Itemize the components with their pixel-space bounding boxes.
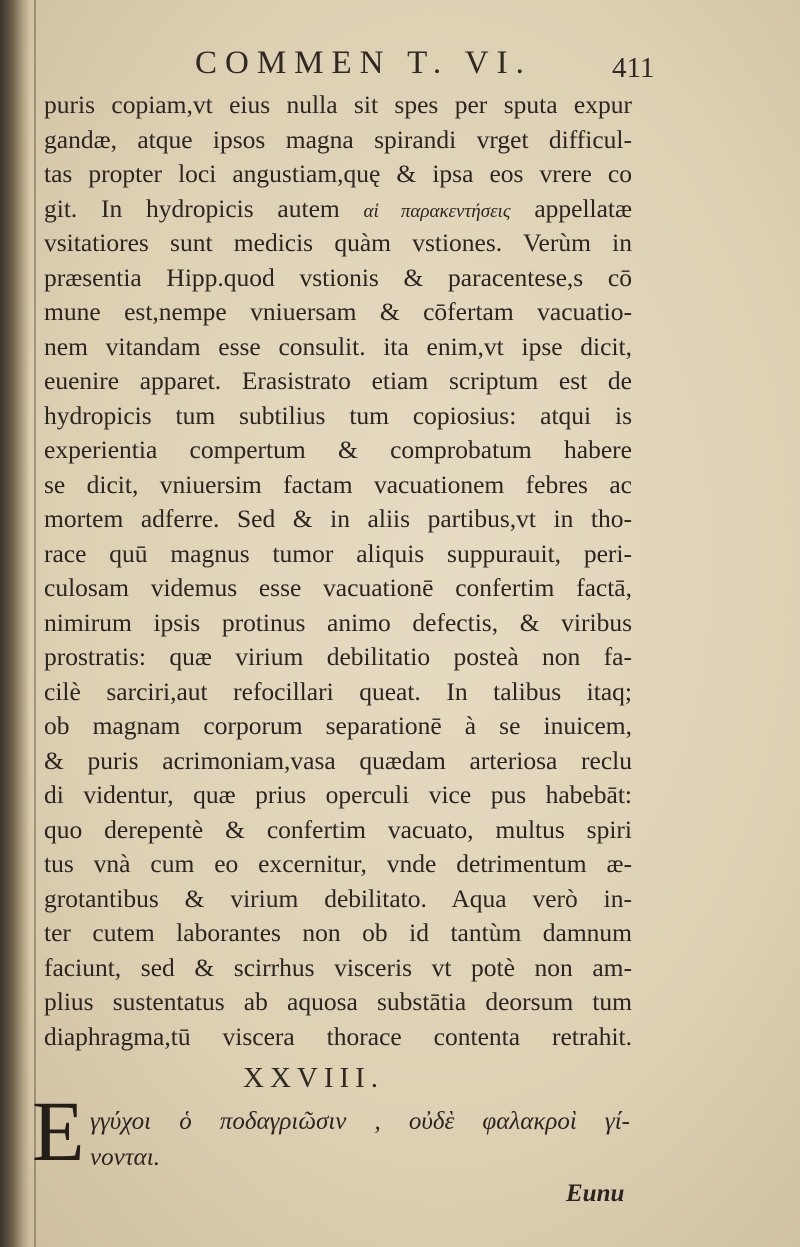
text-line: & puris acrimoniam,vasa quædam arteriosa reclu	[44, 745, 632, 775]
page-number: 411	[612, 52, 655, 84]
gutter-shadow-line	[34, 0, 36, 1247]
text-line: diaphragma,tū viscera thorace contenta retrahit.	[44, 1021, 632, 1051]
section-number: XXVIII.	[243, 1062, 385, 1094]
text-line: plius sustentatus ab aquosa substātia deorsum tum	[44, 987, 632, 1016]
text-segment: appellatæ	[534, 193, 633, 223]
commentary-text	[44, 88, 632, 1054]
text-line: prostratis: quæ virium debilitatio posteà non fa-	[44, 642, 632, 671]
aphorism-line: νονται.	[90, 1144, 160, 1171]
text-line: puris copiam,vt eius nulla sit spes per sputa expur	[44, 90, 632, 119]
text-line: nimirum ipsis protinus animo defectis, & viribus	[44, 607, 632, 637]
text-line: culosam videmus esse vacuationē confertim factā,	[44, 573, 632, 602]
text-line: mune est,nempe vniuersam & cōfertam vacuatio-	[44, 297, 632, 326]
text-line: tas propter loci angustiam,quę & ipsa eos vrere co	[44, 159, 632, 188]
running-head: COMMEN T. VI.	[195, 45, 532, 81]
text-line-greek	[44, 192, 632, 227]
aphorism-line: γγύχοι ὁ ποδαγριῶσιν , οὐδὲ φαλακροὶ γί-	[90, 1108, 630, 1135]
text-line: di videntur, quæ prius operculi vice pus habebāt:	[44, 780, 632, 809]
text-line: tus vnà cum eo excernitur, vnde detrimentum æ-	[44, 849, 632, 878]
book-gutter	[0, 0, 30, 1247]
greek-aphorism	[90, 1104, 630, 1176]
text-line: faciunt, sed & scirrhus visceris vt potè non am-	[44, 952, 632, 982]
text-line: euenire apparet. Erasistrato etiam scriptum est de	[44, 366, 632, 395]
text-segment: git. In hydropicis autem	[44, 193, 340, 223]
text-line: grotantibus & virium debilitato. Aqua verò in-	[44, 883, 632, 913]
text-line: cilè sarciri,aut refocillari queat. In talibus itaq;	[44, 676, 632, 706]
greek-term: αἱ παρακεντήσεις	[363, 200, 511, 222]
text-line: vsitatiores sunt medicis quàm vstiones. Verùm in	[44, 228, 632, 257]
text-line: ter cutem laborantes non ob id tantùm damnum	[44, 918, 632, 947]
text-line: se dicit, vniuersim factam vacuationem febres ac	[44, 469, 632, 499]
text-line: nem vitandam esse consulit. ita enim,vt ipse dicit,	[44, 331, 632, 361]
text-line: race quū magnus tumor aliquis suppurauit, peri-	[44, 538, 632, 568]
text-line: gandæ, atque ipsos magna spirandi vrget difficul-	[44, 124, 632, 154]
text-line: præsentia Hipp.quod vstionis & paracentese,s cō	[44, 262, 632, 292]
text-line: hydropicis tum subtilius tum copiosius: atqui is	[44, 400, 632, 430]
drop-initial: E	[32, 1083, 85, 1179]
text-line: ob magnam corporum separationē à se inuicem,	[44, 711, 632, 740]
text-line: quo derepentè & confertim vacuato, multus spiri	[44, 814, 632, 844]
text-line: mortem adferre. Sed & in aliis partibus,vt in tho-	[44, 504, 632, 533]
catchword: Eunu	[566, 1180, 625, 1207]
text-line: experientia compertum & comprobatum habere	[44, 435, 632, 464]
